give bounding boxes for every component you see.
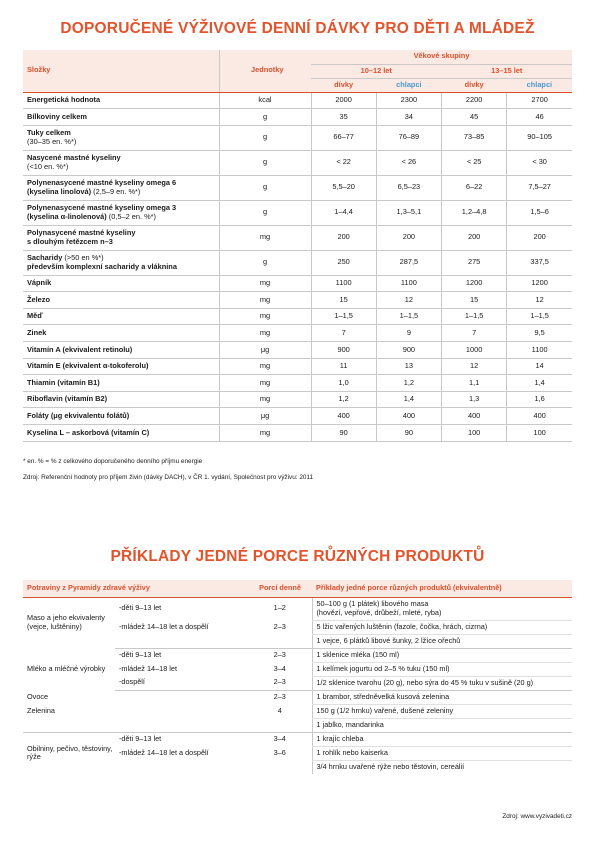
value-cell: 11 [311,358,376,375]
unit-cell: g [219,125,311,150]
component-name: Polynenasycené mastné kyseliny omega 3 (kyselina α-linolenová) (0,5–2 en. %*) [23,200,219,225]
component-name: Polynenasycené mastné kyseliny omega 6 (kyselina linolová) (2,5–9 en. %*) [23,175,219,200]
value-cell: 15 [442,292,507,309]
value-cell: 250 [311,250,376,275]
value-cell: 76–89 [376,125,441,150]
unit-cell: g [219,200,311,225]
table-row [23,425,572,442]
col-header-age-10-12: 10–12 let [311,64,442,78]
example-portion: 5 lžic vařených luštěnin (fazole, čočka, hrách, cizrna) [312,620,572,634]
value-cell: 2700 [507,92,572,109]
col-header-age-groups: Věkové skupiny [311,50,572,64]
portion-count: 2–3 [248,676,312,690]
value-cell: 6–22 [442,175,507,200]
value-cell: 1–1,5 [507,308,572,325]
portion-count: 3–6 [273,747,286,757]
unit-cell: mg [219,325,311,342]
unit-cell: μg [219,408,311,425]
portion-count: 1–2 [273,603,286,613]
value-cell: 1–1,5 [311,308,376,325]
value-cell: 9 [376,325,441,342]
portions-table [23,580,572,774]
value-cell: 1–1,5 [442,308,507,325]
value-cell: 35 [311,109,376,126]
component-name: Bílkoviny celkem [23,109,219,126]
component-name: Sacharidy (>50 en %*) především komplexní sacharidy a vláknina [23,250,219,275]
value-cell: 900 [376,342,441,359]
portion-count: 3–4 [273,733,286,743]
col-header-components: Složky [23,50,219,92]
value-cell: 73–85 [442,125,507,150]
value-cell: 1100 [376,275,441,292]
value-cell: 1200 [442,275,507,292]
table-row [23,225,572,250]
group-label: -děti 9–13 let [119,603,162,613]
value-cell: 400 [376,408,441,425]
unit-cell: g [219,109,311,126]
portion-count: 2–3 [273,649,286,659]
value-cell: 1100 [507,342,572,359]
example-portion: 1/2 sklenice tvarohu (20 g), nebo sýra do 45 % tuku v sušině (20 g) [312,676,572,690]
value-cell: 100 [442,425,507,442]
portion-count: 3–4 [273,663,286,673]
unit-cell: mg [219,358,311,375]
value-cell: 7 [442,325,507,342]
component-name: Energetická hodnota [23,92,219,109]
rda-table [23,50,572,442]
group-label: -dospělí [115,676,248,690]
value-cell: 34 [376,109,441,126]
example-portion: 1 vejce, 6 plátků libové šunky, 2 lžíce ořechů [312,634,572,648]
col-header-examples: Příklady jedné porce různých produktů (ekvivalentně) [312,580,572,597]
value-cell: 1,3–5,1 [376,200,441,225]
portion-count: 4 [277,705,282,715]
example-portion: 3/4 hrnku uvařené rýže nebo těstovin, cereálií [312,760,572,774]
table-row [23,391,572,408]
unit-cell: mg [219,292,311,309]
value-cell: 1000 [442,342,507,359]
col-header-boys: chlapci [507,78,572,92]
unit-cell: kcal [219,92,311,109]
value-cell: 200 [376,225,441,250]
table-row [23,109,572,126]
unit-cell: mg [219,225,311,250]
value-cell: 400 [311,408,376,425]
col-header-girls: dívky [311,78,376,92]
value-cell: 1–1,5 [376,308,441,325]
value-cell: 2300 [376,92,441,109]
col-header-boys: chlapci [376,78,441,92]
group-label: -mládež 14–18 let a dospělí [119,747,209,757]
example-portion: 50–100 g (1 plátek) libového masa (hovězí, vepřové, drůbeží, mleté, ryba) [312,597,572,620]
component-name: Měď [23,308,219,325]
col-header-foods: Potraviny z Pyramidy zdravé výživy [23,580,248,597]
unit-cell: mg [219,375,311,392]
table-row [23,250,572,275]
value-cell: 1,3 [442,391,507,408]
col-header-units: Jednotky [219,50,311,92]
table-row [23,325,572,342]
component-name: Nasycené mastné kyseliny (<10 en. %*) [23,150,219,175]
value-cell: 12 [376,292,441,309]
col-header-age-13-15: 13–15 let [442,64,573,78]
value-cell: 1100 [311,275,376,292]
value-cell: 100 [507,425,572,442]
table-row [23,358,572,375]
component-name: Polynasycené mastné kyseliny s dlouhým řetězcem n–3 [23,225,219,250]
value-cell: 1,0 [311,375,376,392]
group-label: -děti 9–13 let [119,649,162,659]
value-cell: 12 [442,358,507,375]
portion-count: 2–3 [273,621,286,631]
value-cell: < 22 [311,150,376,175]
food-fruit: Ovoce [27,691,49,701]
component-name: Thiamin (vitamín B1) [23,375,219,392]
unit-cell: g [219,250,311,275]
food-cereals: Obilniny, pečivo, těstoviny, rýže [27,743,113,762]
footnote-energy: * en. % = % z celkového doporučeného denního příjmu energie [23,458,203,465]
group-label: -děti 9–13 let [119,733,162,743]
food-vegetables: Zelenina [27,705,55,715]
value-cell: 337,5 [507,250,572,275]
value-cell: 1,6 [507,391,572,408]
component-name: Kyselina L – askorbová (vitamín C) [23,425,219,442]
table-row [23,150,572,175]
footnote-source: Zdroj: Referenční hodnoty pro příjem živin (dávky DACH), v ČR 1. vydání, Společnost pro výživu: 2011 [23,474,314,481]
value-cell: 1,2–4,8 [442,200,507,225]
value-cell: 1,4 [507,375,572,392]
value-cell: 1200 [507,275,572,292]
value-cell: 1,1 [442,375,507,392]
value-cell: 1,4 [376,391,441,408]
table-row [23,125,572,150]
example-portion: 1 brambor, středněvelká kusová zelenina [312,690,572,704]
value-cell: 5,5–20 [311,175,376,200]
component-name: Riboflavin (vitamín B2) [23,391,219,408]
component-name: Vápník [23,275,219,292]
page-title-rda: DOPORUČENÉ VÝŽIVOVÉ DENNÍ DÁVKY PRO DĚTI A MLÁDEŽ [60,20,535,37]
table-row [23,275,572,292]
example-portion: 1 kelímek jogurtu od 2–5 % tuku (150 ml) [312,662,572,676]
example-portion: 1 rohlík nebo kaiserka [312,746,572,760]
group-label: -mládež 14–18 let [119,663,178,673]
component-name: Zinek [23,325,219,342]
value-cell: 2200 [442,92,507,109]
table-row [23,408,572,425]
food-milk: Mléko a mléčné výrobky [27,663,106,673]
table-row [23,342,572,359]
unit-cell: mg [219,308,311,325]
value-cell: 1,2 [311,391,376,408]
component-name: Vitamín A (ekvivalent retinolu) [23,342,219,359]
page-title-portions: PŘÍKLADY JEDNÉ PORCE RŮZNÝCH PRODUKTŮ [110,548,485,565]
value-cell: 200 [442,225,507,250]
value-cell: 46 [507,109,572,126]
value-cell: 45 [442,109,507,126]
value-cell: 12 [507,292,572,309]
value-cell: 200 [507,225,572,250]
value-cell: 66–77 [311,125,376,150]
group-label: -mládež 14–18 let a dospělí [119,621,209,631]
table-row [23,375,572,392]
col-header-girls: dívky [442,78,507,92]
portion-count: 2–3 [273,691,286,701]
unit-cell: g [219,175,311,200]
component-name: Železo [23,292,219,309]
table-row [23,175,572,200]
table-row [23,292,572,309]
unit-cell: μg [219,342,311,359]
value-cell: < 26 [376,150,441,175]
example-portion: 150 g (1/2 hrnku) vařené, dušené zeleniny [312,704,572,718]
value-cell: 7,5–27 [507,175,572,200]
value-cell: 400 [442,408,507,425]
unit-cell: mg [219,391,311,408]
table-row [23,200,572,225]
value-cell: 90–105 [507,125,572,150]
example-portion: 1 sklenice mléka (150 ml) [312,648,572,662]
col-header-portions: Porcí denně [248,580,312,597]
example-portion: 1 krajíc chleba [312,732,572,746]
table-row [23,308,572,325]
component-name: Vitamín E (ekvivalent α-tokoferolu) [23,358,219,375]
source-note: Zdroj: www.vyzivadeti.cz [502,813,572,820]
food-meat: Maso a jeho ekvivalenty (vejce, luštěniny) [27,613,105,631]
value-cell: 13 [376,358,441,375]
value-cell: 400 [507,408,572,425]
example-portion: 1 jablko, mandarinka [312,718,572,732]
value-cell: 287,5 [376,250,441,275]
value-cell: 90 [376,425,441,442]
component-name: Foláty (μg ekvivalentu folátů) [23,408,219,425]
value-cell: 15 [311,292,376,309]
value-cell: < 30 [507,150,572,175]
unit-cell: mg [219,275,311,292]
value-cell: 7 [311,325,376,342]
value-cell: 1,5–6 [507,200,572,225]
value-cell: < 25 [442,150,507,175]
value-cell: 1,2 [376,375,441,392]
value-cell: 2000 [311,92,376,109]
value-cell: 200 [311,225,376,250]
value-cell: 275 [442,250,507,275]
value-cell: 14 [507,358,572,375]
value-cell: 1–4,4 [311,200,376,225]
table-row [23,92,572,109]
value-cell: 9,5 [507,325,572,342]
unit-cell: g [219,150,311,175]
value-cell: 6,5–23 [376,175,441,200]
component-name: Tuky celkem (30–35 en. %*) [23,125,219,150]
value-cell: 900 [311,342,376,359]
value-cell: 90 [311,425,376,442]
unit-cell: mg [219,425,311,442]
